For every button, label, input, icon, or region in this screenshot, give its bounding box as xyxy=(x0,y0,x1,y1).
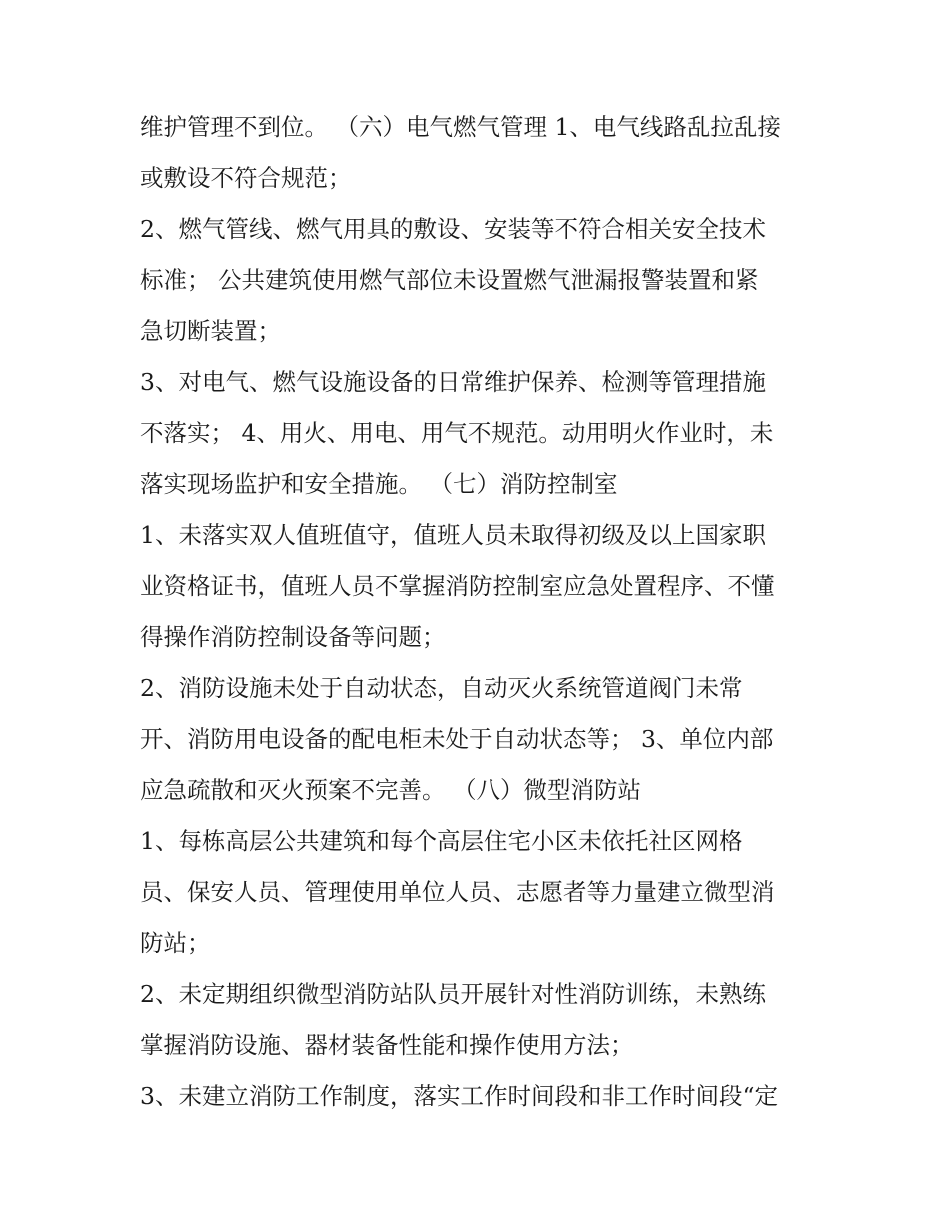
text-line: 1、每栋高层公共建筑和每个高层住宅小区未依托社区网格 xyxy=(140,827,743,855)
text-line: 标准； 公共建筑使用燃气部位未设置燃气泄漏报警装置和紧 xyxy=(140,266,759,294)
text-line: 急切断装置； xyxy=(140,317,281,345)
text-line: 应急疏散和灭火预案不完善。 （八）微型消防站 xyxy=(140,776,641,804)
text-line: 或敷设不符合规范； xyxy=(140,164,352,192)
text-line: 维护管理不到位。 （六）电气燃气管理 1、电气线路乱拉乱接 xyxy=(140,113,781,141)
text-line: 1、未落实双人值班值守，值班人员未取得初级及以上国家职 xyxy=(140,521,766,549)
text-line: 2、燃气管线、燃气用具的敷设、安装等不符合相关安全技术 xyxy=(140,215,766,243)
document-body xyxy=(140,102,812,1122)
text-line: 员、保安人员、管理使用单位人员、志愿者等力量建立微型消 xyxy=(140,878,775,906)
text-line: 开、消防用电设备的配电柜未处于自动状态等； 3、单位内部 xyxy=(140,725,774,753)
text-line: 不落实； 4、用火、用电、用气不规范。动用明火作业时，未 xyxy=(140,419,774,447)
text-line: 防站； xyxy=(140,929,211,957)
text-line: 3、对电气、燃气设施设备的日常维护保养、检测等管理措施 xyxy=(140,368,766,396)
text-line: 3、未建立消防工作制度，落实工作时间段和非工作时间段“定 xyxy=(140,1082,778,1110)
text-line: 掌握消防设施、器材装备性能和操作使用方法； xyxy=(140,1031,634,1059)
text-line: 2、未定期组织微型消防站队员开展针对性消防训练，未熟练 xyxy=(140,980,766,1008)
text-line: 落实现场监护和安全措施。 （七）消防控制室 xyxy=(140,470,618,498)
text-line: 2、消防设施未处于自动状态，自动灭火系统管道阀门未常 xyxy=(140,674,743,702)
text-line: 业资格证书，值班人员不掌握消防控制室应急处置程序、不懂 xyxy=(140,572,775,600)
text-line: 得操作消防控制设备等问题； xyxy=(140,623,446,651)
